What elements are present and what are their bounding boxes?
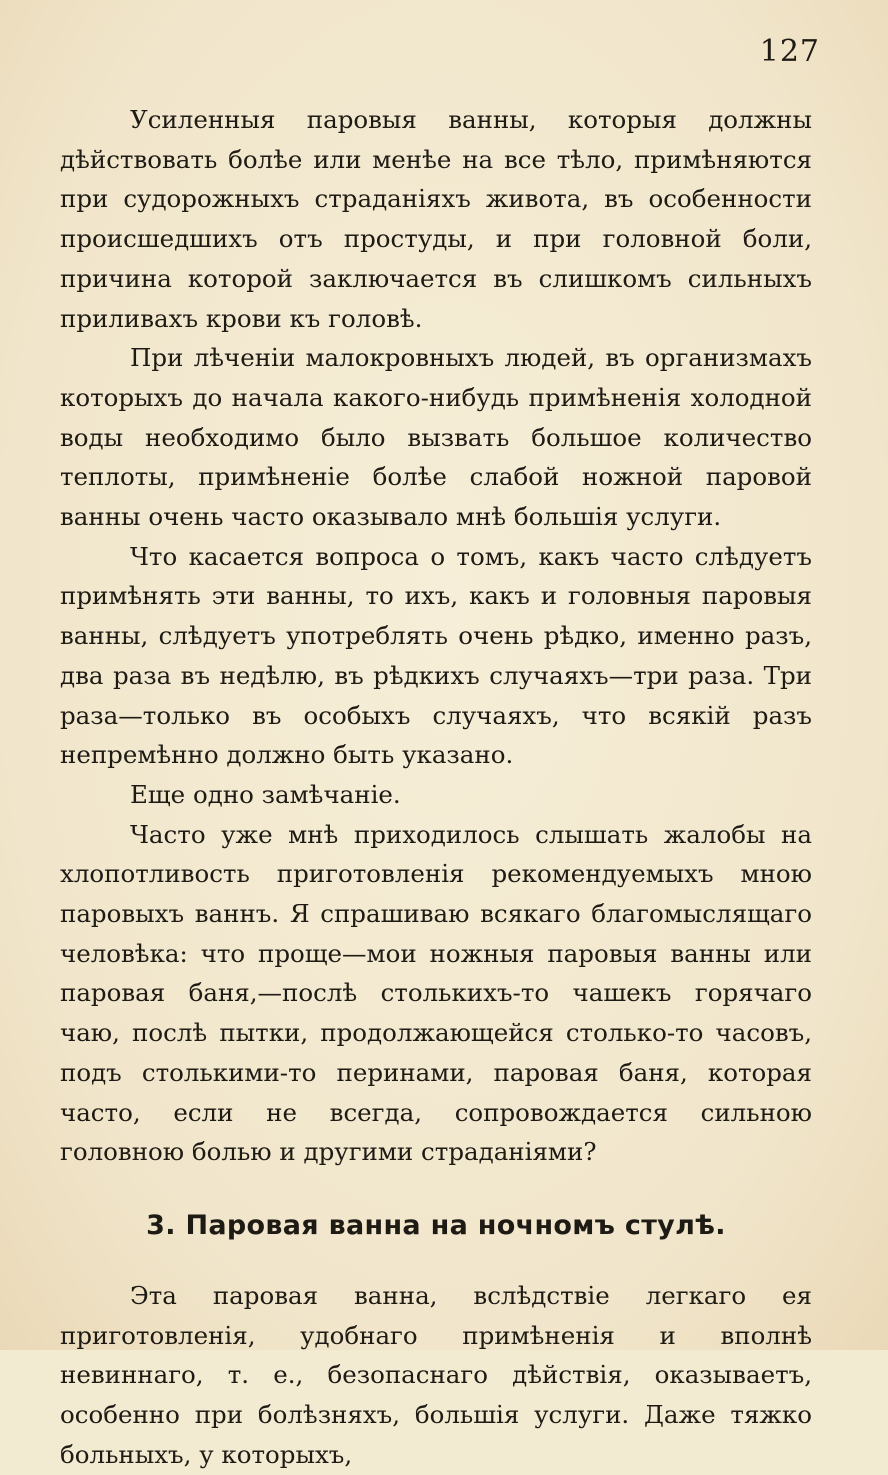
paragraph-remark: Еще одно замѣчаніе.: [130, 779, 401, 809]
section-heading: 3. Паровая ванна на ночномъ стулѣ.: [146, 1209, 726, 1241]
body-text: [60, 100, 812, 1475]
paragraph-steam-bath-indications: Усиленныя паровыя ванны, которыя должны дѣйствовать болѣе или менѣе на все тѣло, примѣняются при судорожныхъ страданіяхъ живота, въ особенности происшедшихъ отъ простуды, и при головной боли, причина которой заключается въ слишкомъ сильныхъ приливахъ крови къ головѣ.: [60, 105, 812, 333]
page-number: 127: [759, 34, 820, 69]
paragraph-anemic-treatment: При лѣченіи малокровныхъ людей, въ организмахъ которыхъ до начала какого-нибудь примѣненія холодной воды необходимо было вызвать большое количество теплоты, примѣненіе болѣе слабой ножной паровой ванны очень часто оказывало мнѣ большія услуги.: [60, 343, 812, 532]
paragraph-night-chair-bath: Эта паровая ванна, вслѣдствіе легкаго ея приготовленія, удобнаго примѣненія и вполнѣ невиннаго, т. е., безопаснаго дѣйствія, оказываетъ, особенно при болѣзняхъ, большія услуги. Даже тяжко больныхъ, у которыхъ,: [60, 1280, 812, 1469]
paragraph-frequency: Что касается вопроса о томъ, какъ часто слѣдуетъ примѣнять эти ванны, то ихъ, какъ и головныя паровыя ванны, слѣдуетъ употреблять очень рѣдко, именно разъ, два раза въ недѣлю, въ рѣдкихъ случаяхъ—три раза. Три раза—только въ особыхъ случаяхъ, что всякій разъ непремѣнно должно быть указано.: [60, 541, 812, 770]
paragraph-complaints: Часто уже мнѣ приходилось слышать жалобы на хлопотливость приготовленія рекомендуемыхъ мною паровыхъ ваннъ. Я спрашиваю всякаго благомыслящаго человѣка: что проще—мои ножныя паровыя ванны или паровая баня,—послѣ столькихъ-то чашекъ горячаго чаю, послѣ пытки, продолжающейся столько-то часовъ, подъ столькими-то перинами, паровая баня, которая часто, если не всегда, сопровождается сильною головною болью и другими страданіями?: [60, 819, 812, 1167]
